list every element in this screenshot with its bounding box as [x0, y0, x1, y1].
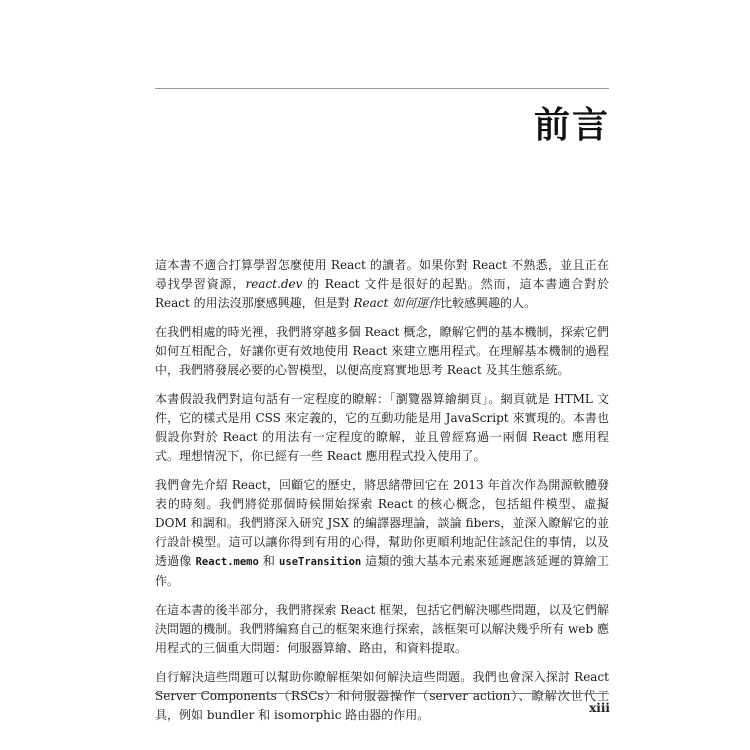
react-dev-reference: react.dev	[245, 277, 303, 291]
paragraph-1-part-a: 這本書不適合打算學習怎麼使用 React 的讀者。如果你對 React 不熟悉，並且正在尋找學習資源，	[155, 258, 609, 291]
paragraph-4	[155, 476, 609, 591]
paragraph-4-part-a: 我們會先介紹 React，回顧它的歷史，將思緒帶回它在 2013 年首次作為開源軟體發表的時刻。我們將從那個時候開始探索 React 的核心概念，包括組件模型、虛擬 DOM 和調和。我們將深入研究 JSX 的編譯器理論，談論 fibers，並深入瞭解它的並行設計模型。這可以讓你得到有用的心得，幫助你更順利地記住該記住的事情，以及透過像	[155, 478, 609, 568]
page-number: xiii	[589, 701, 610, 715]
preface-body	[155, 256, 609, 735]
paragraph-6: 自行解決這些問題可以幫助你瞭解框架如何解決這些問題。我們也會深入探討 React Server Components（RSCs）和伺服器操作（server action）、瞭解次世代工具，例如 bundler 和 isomorphic 路由器的作用。	[155, 670, 609, 722]
paragraph-2: 在我們相處的時光裡，我們將穿越多個 React 概念，瞭解它們的基本機制，探索它們如何互相配合，好讓你更有效地使用 React 來建立應用程式。在理解基本機制的過程中，我們將發展必要的心智模型，以便高度寫實地思考 React 及其生態系統。	[155, 325, 609, 377]
paragraph-1	[155, 256, 609, 313]
paragraph-1-part-c: 比較感興趣的人。	[440, 296, 537, 310]
code-react-memo: React.memo	[195, 556, 259, 568]
paragraph-3: 本書假設我們對這句話有一定程度的瞭解：「瀏覽器算繪網頁」。網頁就是 HTML 文件，它的樣式是用 CSS 來定義的，它的互動功能是用 JavaScript 來實現的。本書也假設你對於 React 的用法有一定程度的瞭解，並且曾經寫過一兩個 React 應用程式。理想情況下，你已經有一些 React 應用程式投入使用了。	[155, 392, 609, 463]
paragraph-1-emphasis: React 如何運作	[353, 296, 441, 310]
code-use-transition: useTransition	[279, 556, 362, 568]
header-rule	[155, 88, 609, 89]
paragraph-1-part-b: 的 React 文件是很好的起點。然而，這本書適合對於 React 的用法沒那麼感興趣，但是對	[155, 277, 609, 310]
footer-rule	[155, 693, 609, 694]
paragraph-4-part-c: 這類的強大基本元素來延遲應該延遲的算繪工作。	[155, 554, 609, 588]
paragraph-5: 在這本書的後半部分，我們將探索 React 框架，包括它們解決哪些問題，以及它們解決問題的機制。我們將編寫自己的框架來進行探索，該框架可以解決幾乎所有 web 應用程式的三個重大問題：伺服器算繪、路由，和資料提取。	[155, 603, 609, 655]
chapter-title: 前言	[533, 105, 610, 146]
paragraph-4-part-b: 和	[258, 554, 280, 568]
